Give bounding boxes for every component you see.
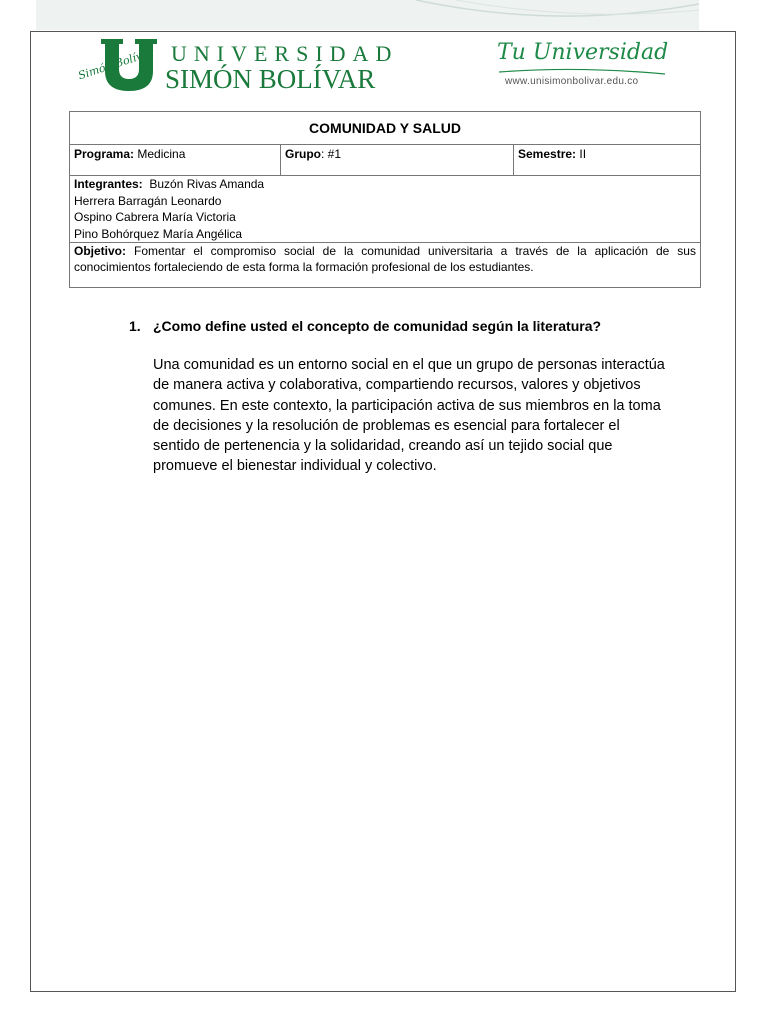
- objetivo-text: Fomentar el compromiso social de la comunidad universitaria a través de la aplicación de sus conocimientos fortaleciendo de esta forma la formación profesional de los estudiantes.: [74, 244, 696, 274]
- semestre-label: Semestre:: [518, 147, 577, 161]
- objetivo-cell: [70, 243, 701, 288]
- programa-value: Medicina: [137, 147, 186, 161]
- grupo-value: : #1: [321, 147, 342, 161]
- university-word: UNIVERSIDAD: [171, 41, 399, 66]
- info-table: [69, 111, 701, 288]
- question-text: ¿Como define usted el concepto de comunidad según la literatura?: [153, 318, 602, 334]
- integrantes-cell: [70, 176, 701, 243]
- university-name: SIMÓN BOLÍVAR: [165, 64, 376, 94]
- tagline: Tu Universidad: [497, 40, 669, 65]
- u-crest-icon: [75, 37, 165, 95]
- underline-swoosh-icon: [497, 66, 667, 76]
- semestre-cell: [514, 145, 701, 176]
- document-page: [30, 31, 736, 992]
- member-item: Herrera Barragán Leonardo: [74, 193, 222, 208]
- question-number: 1.: [129, 318, 141, 334]
- answer-paragraph: Una comunidad es un entorno social en el que un grupo de personas interactúa de manera activa y colaborativa, compartiendo recursos, valores y objetivos comunes. En este contexto, la participación activa de sus miembros en la toma de decisiones y la resolución de problemas es esencial para fortalecer el sentido de pertenencia y la solidaridad, creando así un tejido social que promueve el bienestar individual y colectivo.: [153, 357, 665, 475]
- university-logo: [75, 37, 399, 95]
- programa-label: Programa:: [74, 147, 135, 161]
- integrantes-label: Integrantes:: [74, 177, 143, 191]
- semestre-value: II: [579, 147, 587, 161]
- member-item: Ospino Cabrera María Victoria: [74, 210, 236, 224]
- tagline-block: [497, 40, 697, 96]
- objetivo-label: Objetivo:: [74, 244, 127, 258]
- question-heading: [129, 318, 689, 334]
- header-band: [36, 0, 699, 30]
- svg-text:Simón Bolívar: Simón Bolívar: [76, 45, 156, 83]
- course-title: COMUNIDAD Y SALUD: [70, 112, 701, 145]
- header-decoration: [0, 0, 768, 34]
- swoosh-lines-icon: [36, 0, 699, 30]
- member-item: Buzón Rivas Amanda: [149, 177, 265, 191]
- programa-cell: [70, 145, 281, 176]
- member-item: Pino Bohórquez María Angélica: [74, 226, 243, 241]
- grupo-label: Grupo: [285, 147, 321, 161]
- website-url: www.unisimonbolivar.edu.co: [505, 76, 639, 87]
- grupo-cell: [281, 145, 514, 176]
